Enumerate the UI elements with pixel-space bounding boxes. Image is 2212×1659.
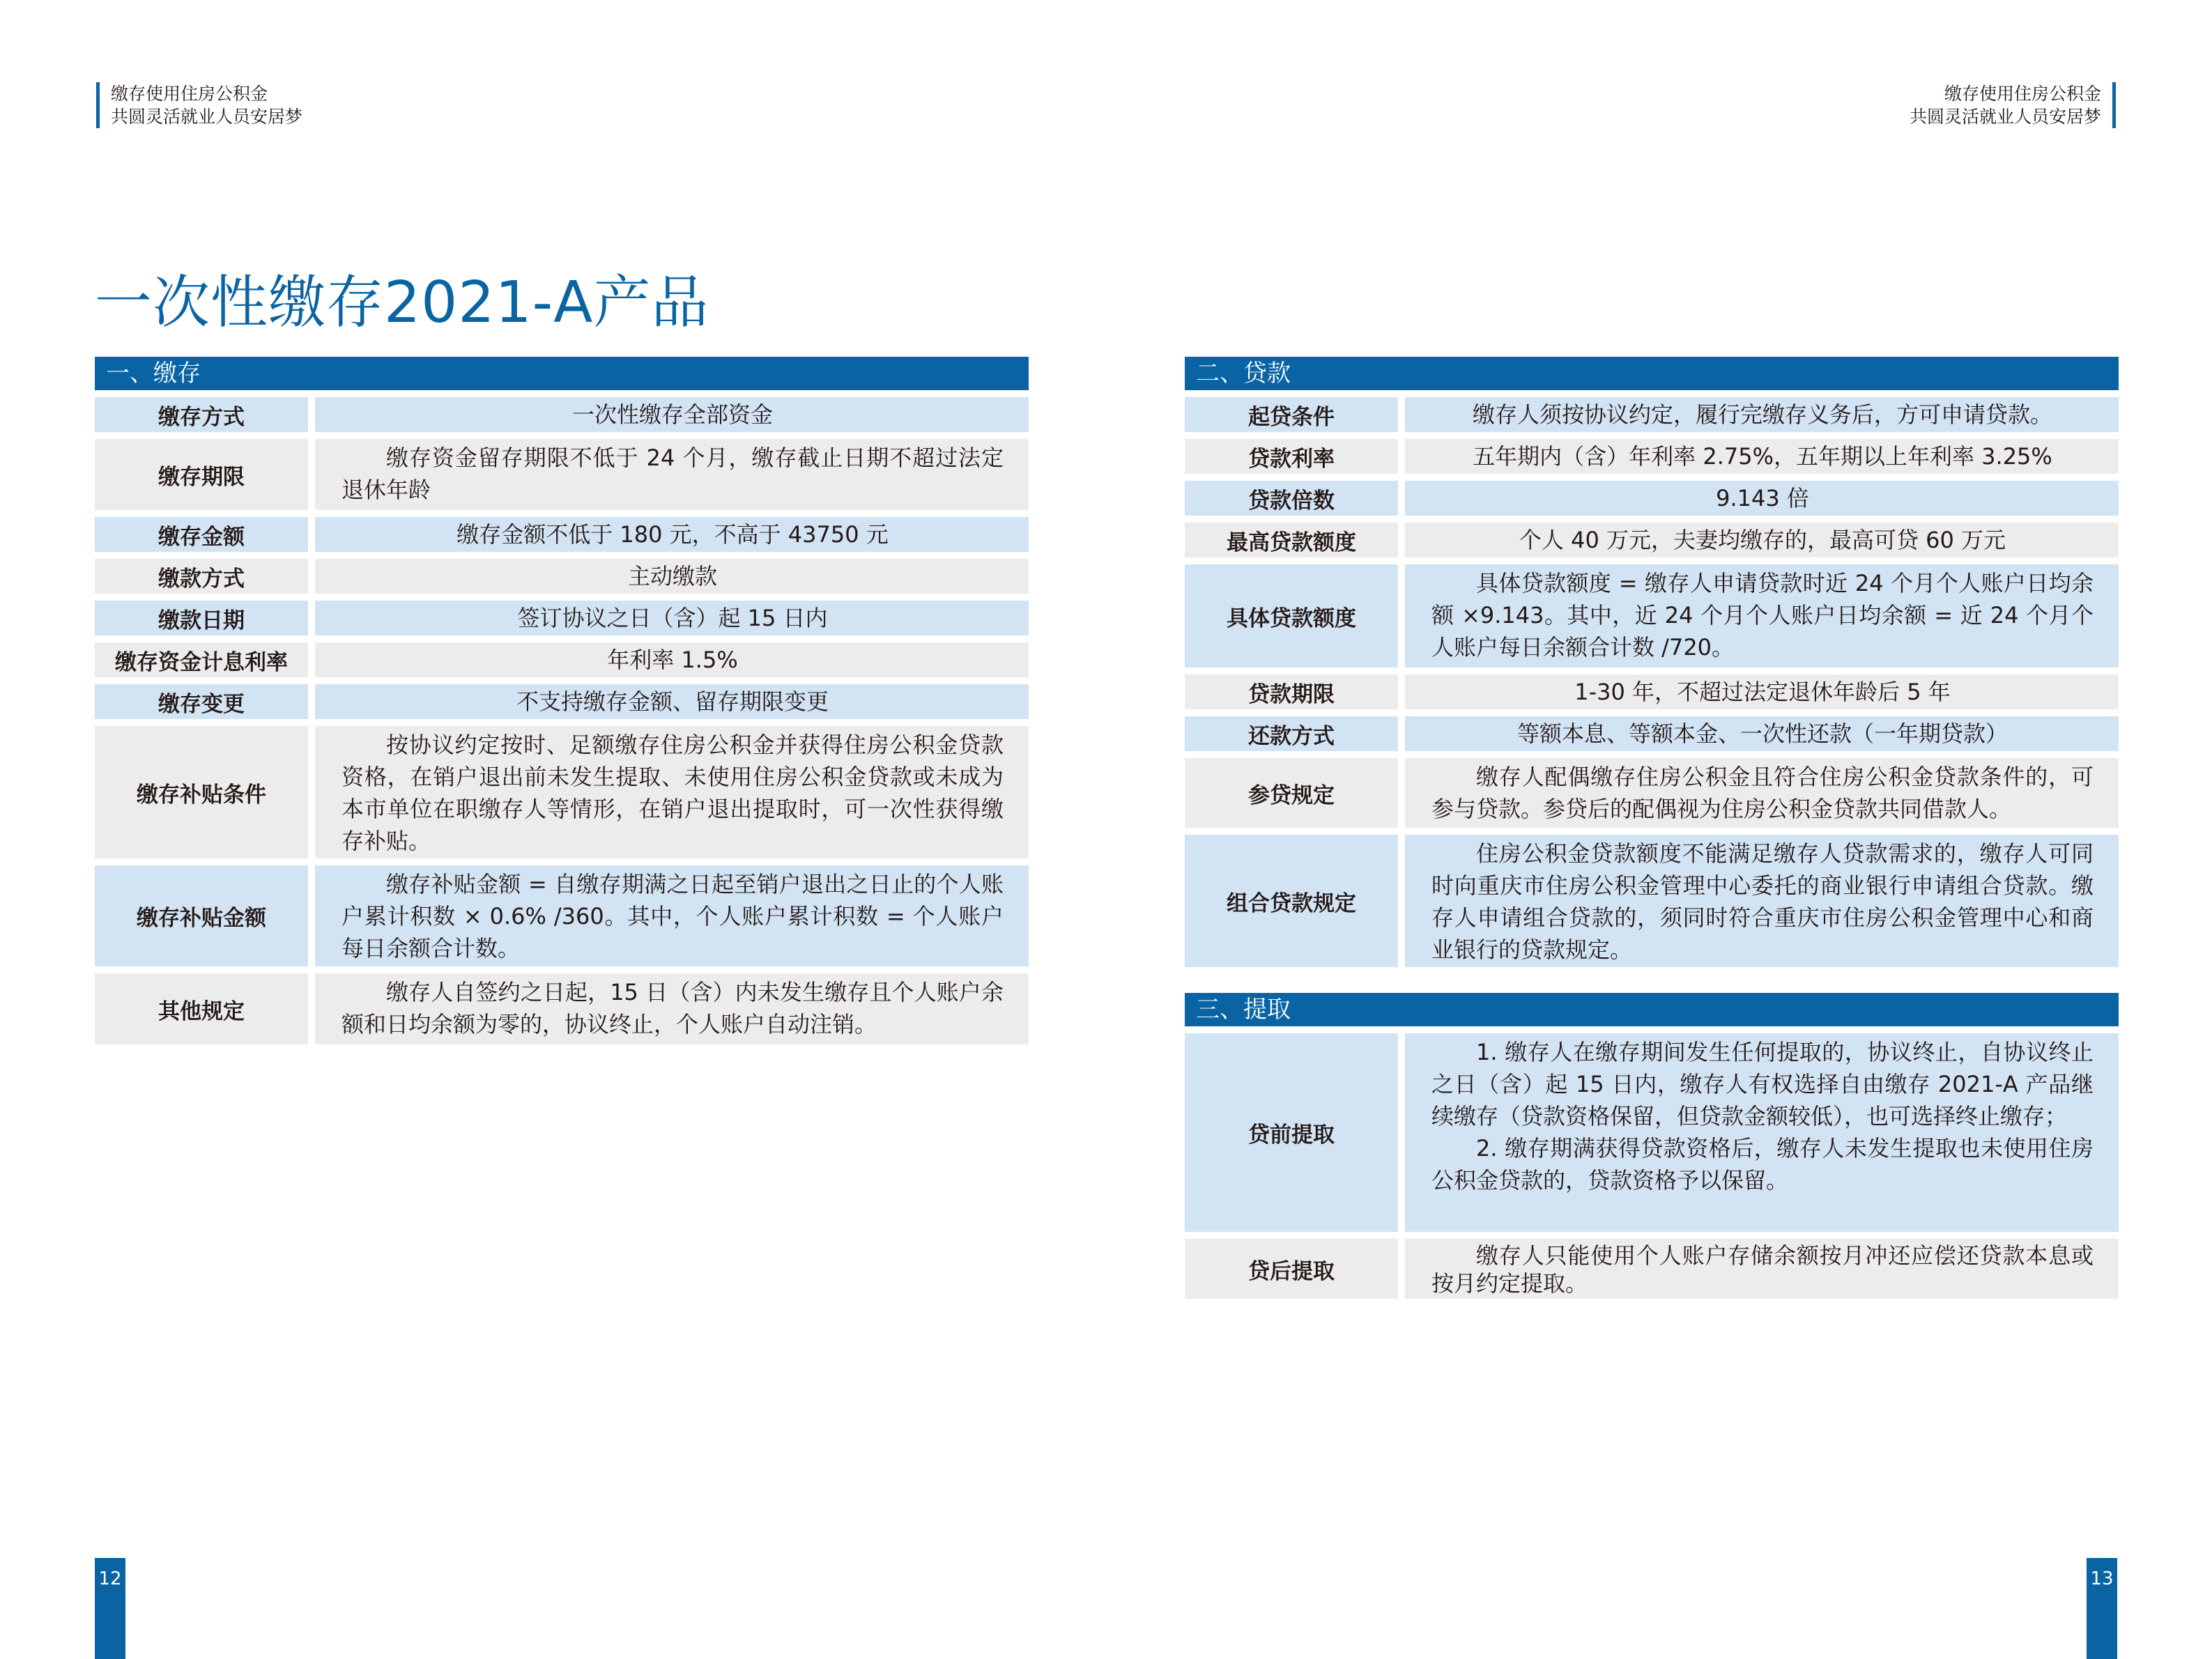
table-row bbox=[1185, 835, 2119, 967]
row-value: 主动缴款 bbox=[315, 559, 1029, 594]
row-value: 等额本息、等额本金、一次性还款（一年期贷款） bbox=[1405, 716, 2119, 751]
row-label: 缴存金额 bbox=[95, 517, 308, 552]
table-row bbox=[95, 642, 1029, 677]
row-label: 贷款期限 bbox=[1185, 674, 1398, 709]
table-row bbox=[1185, 564, 2119, 668]
row-value bbox=[1405, 1033, 2119, 1232]
table-row bbox=[95, 726, 1029, 858]
row-label: 缴存补贴金额 bbox=[95, 865, 308, 966]
table-row bbox=[95, 601, 1029, 635]
row-label: 贷款利率 bbox=[1185, 439, 1398, 474]
table-row bbox=[1185, 397, 2119, 432]
row-label: 还款方式 bbox=[1185, 716, 1398, 751]
row-label: 具体贷款额度 bbox=[1185, 564, 1398, 668]
section-heading-loan: 二、贷款 bbox=[1185, 357, 2119, 390]
row-label: 缴存变更 bbox=[95, 684, 308, 719]
row-label: 缴存资金计息利率 bbox=[95, 642, 308, 677]
loan-section bbox=[1185, 357, 2119, 974]
table-row bbox=[1185, 1033, 2119, 1232]
row-label: 组合贷款规定 bbox=[1185, 835, 1398, 967]
table-row bbox=[95, 517, 1029, 552]
row-label: 缴存期限 bbox=[95, 439, 308, 510]
table-row bbox=[95, 559, 1029, 594]
row-value: 9.143 倍 bbox=[1405, 481, 2119, 516]
row-value: 缴存金额不低于 180 元，不高于 43750 元 bbox=[315, 517, 1029, 552]
table-row bbox=[95, 865, 1029, 966]
table-row bbox=[1185, 481, 2119, 516]
row-value-item: 2. 缴存期满获得贷款资格后，缴存人未发生提取也未使用住房公积金贷款的，贷款资格予以保留。 bbox=[1431, 1135, 2094, 1194]
table-row bbox=[95, 439, 1029, 510]
header-left-line1: 缴存使用住房公积金 bbox=[111, 84, 268, 104]
row-label: 参贷规定 bbox=[1185, 758, 1398, 828]
row-value: 缴存资金留存期限不低于 24 个月，缴存截止日期不超过法定退休年龄 bbox=[315, 439, 1029, 510]
row-label: 起贷条件 bbox=[1185, 397, 1398, 432]
row-value: 缴存人须按协议约定，履行完缴存义务后，方可申请贷款。 bbox=[1405, 397, 2119, 432]
row-label: 缴存补贴条件 bbox=[95, 726, 308, 858]
row-value: 按协议约定按时、足额缴存住房公积金并获得住房公积金贷款资格，在销户退出前未发生提取、未使用住房公积金贷款或未成为本市单位在职缴存人等情形，在销户退出提取时，可一次性获得缴存补贴。 bbox=[315, 726, 1029, 858]
section-heading-deposit: 一、缴存 bbox=[95, 357, 1029, 390]
row-label: 缴存方式 bbox=[95, 397, 308, 432]
header-right-line1: 缴存使用住房公积金 bbox=[1944, 84, 2101, 104]
page-number-left: 12 bbox=[95, 1558, 125, 1659]
header-right-line2: 共圆灵活就业人员安居梦 bbox=[1909, 107, 2101, 127]
table-row bbox=[1185, 439, 2119, 474]
row-label: 贷款倍数 bbox=[1185, 481, 1398, 516]
row-value: 具体贷款额度 = 缴存人申请贷款时近 24 个月个人账户日均余额 ×9.143。其中，近 24 个月个人账户日均余额 = 近 24 个月个人账户每日余额合计数 /720。 bbox=[1405, 564, 2119, 668]
row-value: 不支持缴存金额、留存期限变更 bbox=[315, 684, 1029, 719]
row-label: 最高贷款额度 bbox=[1185, 523, 1398, 557]
page-title: 一次性缴存2021-A产品 bbox=[95, 270, 709, 336]
row-value: 缴存人只能使用个人账户存储余额按月冲还应偿还贷款本息或按月约定提取。 bbox=[1405, 1239, 2119, 1299]
row-value: 签订协议之日（含）起 15 日内 bbox=[315, 601, 1029, 635]
table-row bbox=[1185, 758, 2119, 828]
row-value: 一次性缴存全部资金 bbox=[315, 397, 1029, 432]
row-value: 缴存补贴金额 = 自缴存期满之日起至销户退出之日止的个人账户累计积数 × 0.6% /360。其中，个人账户累计积数 = 个人账户每日余额合计数。 bbox=[315, 865, 1029, 966]
table-row bbox=[95, 684, 1029, 719]
row-label: 贷后提取 bbox=[1185, 1239, 1398, 1299]
row-value: 年利率 1.5% bbox=[315, 642, 1029, 677]
running-header-left bbox=[96, 82, 302, 128]
row-label: 缴款日期 bbox=[95, 601, 308, 635]
row-value: 住房公积金贷款额度不能满足缴存人贷款需求的，缴存人可同时向重庆市住房公积金管理中心委托的商业银行申请组合贷款。缴存人申请组合贷款的，须同时符合重庆市住房公积金管理中心和商业银行的贷款规定。 bbox=[1405, 835, 2119, 967]
table-row bbox=[95, 973, 1029, 1044]
table-row bbox=[1185, 716, 2119, 751]
header-left-line2: 共圆灵活就业人员安居梦 bbox=[111, 107, 303, 127]
row-value: 缴存人配偶缴存住房公积金且符合住房公积金贷款条件的，可参与贷款。参贷后的配偶视为住房公积金贷款共同借款人。 bbox=[1405, 758, 2119, 828]
withdraw-section bbox=[1185, 993, 2119, 1306]
table-row bbox=[95, 397, 1029, 432]
row-label: 贷前提取 bbox=[1185, 1033, 1398, 1232]
row-value-item: 1. 缴存人在缴存期间发生任何提取的，协议终止，自协议终止之日（含）起 15 日内，缴存人有权选择自由缴存 2021-A 产品继续缴存（贷款资格保留，但贷款金额较低），也可选择终止缴存； bbox=[1431, 1039, 2094, 1129]
row-value: 1-30 年，不超过法定退休年龄后 5 年 bbox=[1405, 674, 2119, 709]
row-label: 缴款方式 bbox=[95, 559, 308, 594]
row-label: 其他规定 bbox=[95, 973, 308, 1044]
running-header-right bbox=[1910, 82, 2116, 128]
row-value: 缴存人自签约之日起，15 日（含）内未发生缴存且个人账户余额和日均余额为零的，协议终止，个人账户自动注销。 bbox=[315, 973, 1029, 1044]
row-value: 五年期内（含）年利率 2.75%，五年期以上年利率 3.25% bbox=[1405, 439, 2119, 474]
table-row bbox=[1185, 1239, 2119, 1299]
deposit-section bbox=[95, 357, 1029, 1051]
table-row bbox=[1185, 523, 2119, 557]
row-value: 个人 40 万元，夫妻均缴存的，最高可贷 60 万元 bbox=[1405, 523, 2119, 557]
page-number-right: 13 bbox=[2087, 1558, 2117, 1659]
table-row bbox=[1185, 674, 2119, 709]
section-heading-withdraw: 三、提取 bbox=[1185, 993, 2119, 1026]
